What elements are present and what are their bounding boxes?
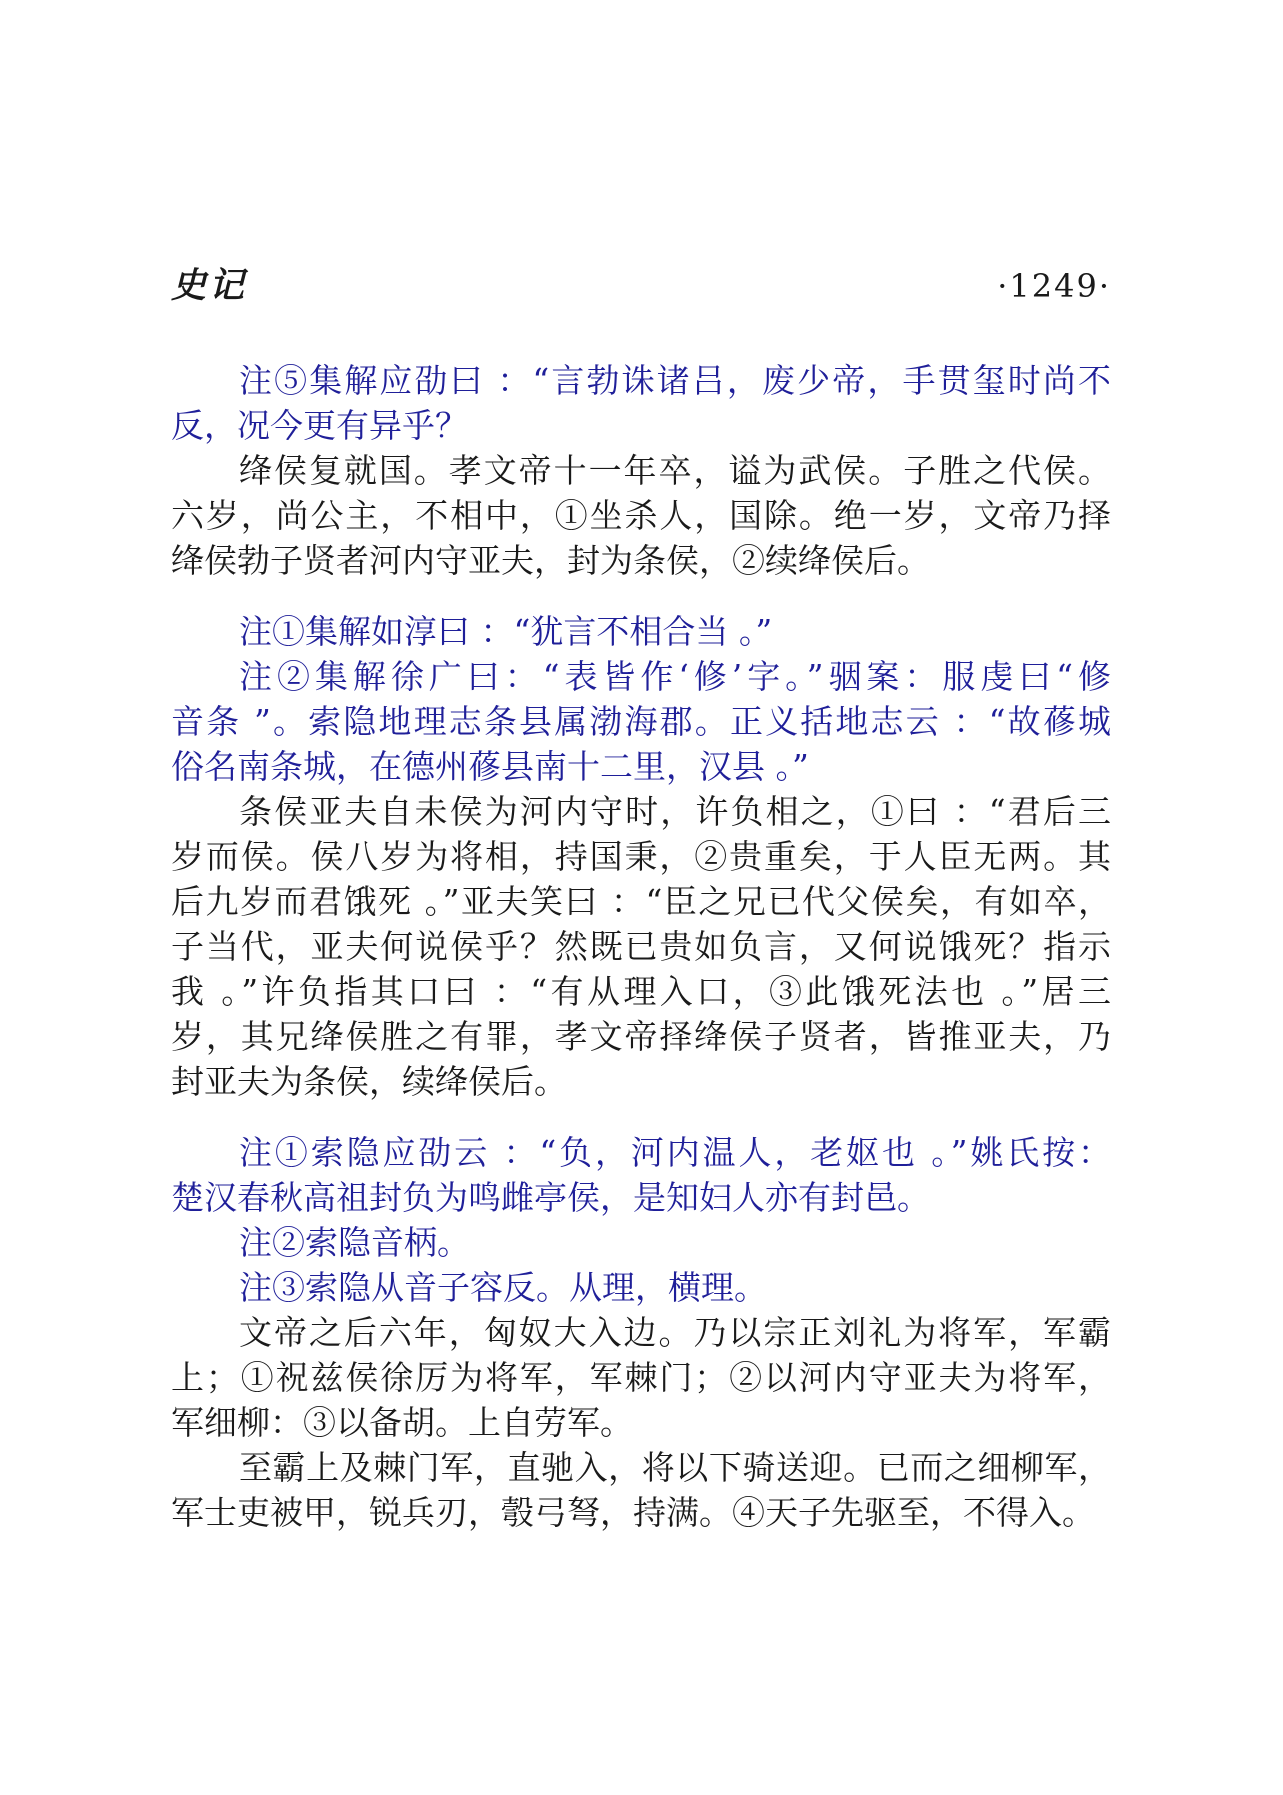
text-line: 军细柳：③以备胡。上自劳军。 xyxy=(171,1403,633,1442)
paragraph-body xyxy=(171,1445,1111,1535)
text-line: 绛侯复就国。孝文帝十一年卒，谥为武侯。子胜之代侯。 xyxy=(239,451,1111,490)
paragraph-body xyxy=(171,448,1111,583)
text-line: 注②索隐音柄。 xyxy=(239,1223,470,1262)
text-line: 绛侯勃子贤者河内守亚夫，封为条侯，②续绛侯后。 xyxy=(171,541,930,580)
text-line: 注①集解如淳曰 ：“犹言不相合当 。” xyxy=(239,612,773,651)
paragraph-body xyxy=(171,1310,1111,1445)
text-line: 封亚夫为条侯，续绛侯后。 xyxy=(171,1062,567,1101)
text-line: 我 。”许负指其口曰 ：“有从理入口，③此饿死法也 。”居三 xyxy=(171,972,1111,1011)
paragraph-annotation xyxy=(171,654,1111,789)
text-line: 六岁，尚公主，不相中，①坐杀人，国除。绝一岁，文帝乃择 xyxy=(171,496,1111,535)
text-line: 音条 ”。索隐地理志条县属渤海郡。正义括地志云 ：“故蓚城 xyxy=(171,702,1111,741)
text-line: 注⑤集解应劭曰 ：“言勃诛诸吕，废少帝，手贯玺时尚不 xyxy=(239,361,1111,400)
text-line: 注①索隐应劭云 ：“负，河内温人，老妪也 。”姚氏按： xyxy=(239,1133,1111,1172)
paragraph-annotation xyxy=(171,1265,1111,1310)
text-line: 文帝之后六年，匈奴大入边。乃以宗正刘礼为将军，军霸 xyxy=(239,1313,1111,1352)
text-line: 上；①祝兹侯徐厉为将军，军棘门；②以河内守亚夫为将军， xyxy=(171,1358,1111,1397)
paragraph-body xyxy=(171,789,1111,1104)
paragraph-annotation xyxy=(171,358,1111,448)
paragraph-annotation xyxy=(171,609,1111,654)
text-line: 岁而侯。侯八岁为将相，持国秉，②贵重矣，于人臣无两。其 xyxy=(171,837,1111,876)
text-body xyxy=(171,358,1111,1535)
paragraph-annotation xyxy=(171,1130,1111,1220)
text-line: 注③索隐从音子容反。从理，横理。 xyxy=(239,1268,767,1307)
text-line: 至霸上及棘门军，直驰入，将以下骑送迎。已而之细柳军， xyxy=(239,1448,1111,1487)
text-line: 反，况今更有异乎？ xyxy=(171,406,468,445)
page-header xyxy=(171,258,1111,308)
text-line: 岁，其兄绛侯胜之有罪，孝文帝择绛侯子贤者，皆推亚夫，乃 xyxy=(171,1017,1111,1056)
text-line: 俗名南条城，在德州蓚县南十二里，汉县 。” xyxy=(171,747,809,786)
text-line: 楚汉春秋高祖封负为鸣雌亭侯，是知妇人亦有封邑。 xyxy=(171,1178,930,1217)
text-line: 条侯亚夫自未侯为河内守时，许负相之，①曰 ：“君后三 xyxy=(239,792,1111,831)
text-line: 子当代，亚夫何说侯乎？然既已贵如负言，又何说饿死？指示 xyxy=(171,927,1111,966)
text-line: 后九岁而君饿死 。”亚夫笑曰 ：“臣之兄已代父侯矣，有如卒， xyxy=(171,882,1111,921)
book-title: 史记 xyxy=(171,265,248,306)
text-line: 军士吏被甲，锐兵刃，彀弓弩，持满。④天子先驱至，不得入。 xyxy=(171,1493,1095,1532)
paragraph-annotation xyxy=(171,1220,1111,1265)
page-number: ·1249· xyxy=(997,267,1111,305)
text-line: 注②集解徐广曰：“表皆作‘修’字。”骃案：服虔曰“修 xyxy=(239,657,1111,696)
